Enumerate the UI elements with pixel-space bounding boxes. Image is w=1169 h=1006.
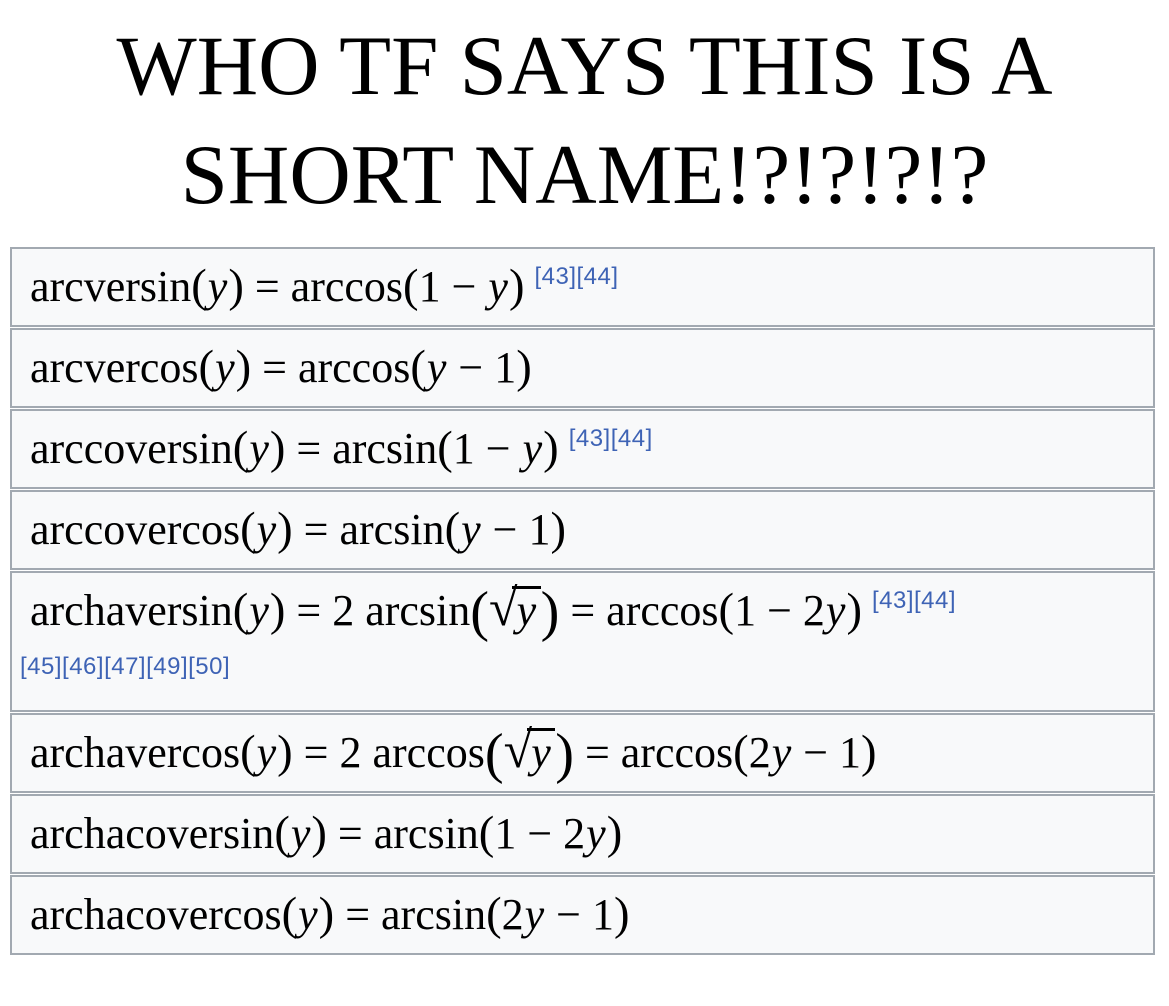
citation-ref-link[interactable]: [43] (534, 262, 577, 290)
formula-archacoversin (30, 809, 622, 858)
citation-ref-link[interactable]: [45] (20, 652, 63, 680)
variable: y (586, 809, 606, 859)
paren: ( (478, 807, 495, 860)
paren: ) (318, 888, 335, 941)
operator: − (492, 504, 518, 554)
operator: − (485, 423, 511, 473)
title-line-2: SHORT NAME!?!?!?!? (180, 127, 989, 222)
meme-title (0, 12, 1169, 230)
variable: y (524, 890, 545, 940)
table-row-archacovercos (10, 875, 1155, 955)
citation-ref-link[interactable]: [47] (104, 652, 147, 680)
variable: y (256, 728, 277, 778)
citation-ref-link[interactable]: [43] (871, 586, 914, 614)
operator: = (254, 261, 280, 311)
function-name: 1 (452, 423, 475, 473)
operator: = (296, 585, 322, 635)
function-name: archavercos (30, 728, 241, 778)
radicand: y (512, 586, 540, 635)
function-name: arcvercos (30, 342, 199, 392)
operator: = (584, 728, 610, 778)
formula-cell (10, 875, 1155, 955)
function-name: arccos (620, 728, 734, 778)
paren: ( (444, 502, 461, 555)
formula-arccovercos (30, 502, 566, 555)
paren: ) (277, 726, 293, 779)
function-name: arcsin (339, 504, 445, 554)
paren: ) (516, 340, 532, 393)
paren: ( (274, 807, 290, 860)
table-row-archacoversin (10, 794, 1155, 874)
paren: ) (606, 807, 623, 860)
table-row-archaversin (10, 571, 1155, 713)
title-line-1: WHO TF SAYS THIS IS A (116, 19, 1053, 113)
paren: ) (846, 583, 862, 636)
variable: y (771, 728, 792, 778)
radicand: y (527, 728, 555, 777)
paren: ) (235, 340, 252, 393)
paren: ( (410, 340, 426, 393)
function-name: arcsin (373, 809, 479, 859)
function-name: arcsin (332, 423, 438, 473)
table-row-arcvercos (10, 328, 1155, 408)
formula-arccoversin (30, 421, 559, 474)
variable: y (488, 261, 508, 311)
big-paren: ( (470, 580, 490, 643)
variable: y (290, 809, 311, 859)
paren: ) (277, 502, 293, 555)
variable: y (825, 585, 846, 635)
function-name: 1 (418, 261, 441, 311)
paren: ) (269, 421, 286, 474)
paren: ( (437, 421, 453, 474)
sqrt-radical (503, 722, 556, 780)
operator: − (803, 728, 829, 778)
function-name: arccos (606, 585, 719, 635)
citation-refs (569, 425, 653, 452)
paren: ( (718, 583, 735, 636)
operator: = (296, 423, 322, 473)
function-name: 2 arcsin (332, 585, 471, 635)
paren: ( (232, 421, 249, 474)
function-name: arccoversin (30, 423, 233, 473)
variable: y (298, 890, 318, 940)
variable: y (426, 342, 447, 392)
citation-ref-link[interactable]: [43] (568, 424, 611, 452)
formula-cell (10, 247, 1155, 327)
function-name: 2 (563, 809, 586, 859)
table-row-arcversin (10, 247, 1155, 327)
citation-refs (872, 587, 956, 614)
table-row-arccoversin (10, 409, 1155, 489)
variable: y (461, 504, 481, 554)
paren: ) (228, 259, 244, 312)
paren: ( (281, 888, 298, 941)
function-name: 1 (528, 504, 551, 554)
function-name: 1 (591, 890, 614, 940)
paren: ) (543, 421, 559, 474)
sqrt-radical (489, 579, 541, 637)
function-name: 2 (802, 585, 825, 635)
table-row-archavercos (10, 713, 1155, 793)
citation-refs-wrapped (20, 653, 1137, 681)
function-name: arccos (297, 342, 411, 392)
identities-tbody (10, 247, 1155, 956)
paren: ) (550, 502, 566, 555)
radical-sign: √ (503, 722, 533, 780)
paren: ( (733, 726, 749, 779)
citation-ref-link[interactable]: [44] (610, 424, 653, 452)
variable: y (256, 504, 277, 554)
operator: − (451, 261, 477, 311)
paren: ) (269, 583, 286, 636)
radical-sign: √ (489, 579, 518, 637)
operator: = (262, 342, 287, 392)
function-name: 1 (839, 728, 862, 778)
paren: ( (240, 502, 256, 555)
operator: − (458, 342, 484, 392)
variable: y (522, 423, 543, 473)
citation-ref-link[interactable]: [50] (188, 652, 231, 680)
function-name: 1 (734, 585, 757, 635)
citation-ref-link[interactable]: [46] (62, 652, 105, 680)
function-name: arccos (290, 261, 404, 311)
function-name: 1 (494, 809, 517, 859)
function-name: arcversin (30, 261, 192, 311)
paren: ) (861, 726, 877, 779)
formula-archaversin (30, 579, 862, 643)
paren: ( (232, 583, 249, 636)
table-row-arccovercos (10, 490, 1155, 570)
function-name: 1 (494, 342, 517, 392)
function-name: arccovercos (30, 504, 241, 554)
formula-cell (10, 713, 1155, 793)
identities-table (10, 246, 1155, 957)
paren: ) (613, 888, 630, 941)
formula-cell (10, 794, 1155, 874)
operator: − (767, 585, 792, 635)
paren: ( (486, 888, 502, 941)
function-name: arcsin (381, 890, 487, 940)
paren: ( (240, 726, 256, 779)
formula-arcvercos (30, 340, 532, 393)
formula-cell (10, 328, 1155, 408)
formula-cell (10, 571, 1155, 713)
variable: y (249, 585, 269, 635)
formula-archacovercos (30, 890, 630, 939)
formula-cell (10, 409, 1155, 489)
operator: = (570, 585, 596, 635)
operator: = (303, 504, 329, 554)
paren: ) (508, 259, 525, 312)
citation-ref-link[interactable]: [49] (146, 652, 189, 680)
formula-archavercos (30, 722, 877, 786)
paren: ( (191, 259, 207, 312)
formula-arcversin (30, 259, 525, 312)
function-name: archacoversin (30, 809, 275, 859)
operator: = (303, 728, 329, 778)
big-paren: ) (555, 723, 574, 786)
function-name: 2 arccos (339, 728, 485, 778)
operator: = (345, 890, 371, 940)
paren: ( (198, 340, 215, 393)
big-paren: ) (540, 580, 560, 643)
variable: y (207, 261, 228, 311)
function-name: archaversin (30, 585, 233, 635)
operator: = (337, 809, 363, 859)
citation-ref-link[interactable]: [44] (576, 262, 619, 290)
paren: ( (403, 259, 419, 312)
operator: − (556, 890, 581, 940)
citation-ref-link[interactable]: [44] (914, 586, 957, 614)
operator: − (527, 809, 553, 859)
citation-refs (534, 263, 618, 290)
variable: y (249, 423, 269, 473)
variable: y (215, 342, 235, 392)
function-name: archacovercos (30, 890, 282, 940)
formula-cell (10, 490, 1155, 570)
function-name: 2 (501, 890, 524, 940)
big-paren: ( (484, 723, 504, 786)
paren: ) (311, 807, 327, 860)
function-name: 2 (748, 728, 771, 778)
